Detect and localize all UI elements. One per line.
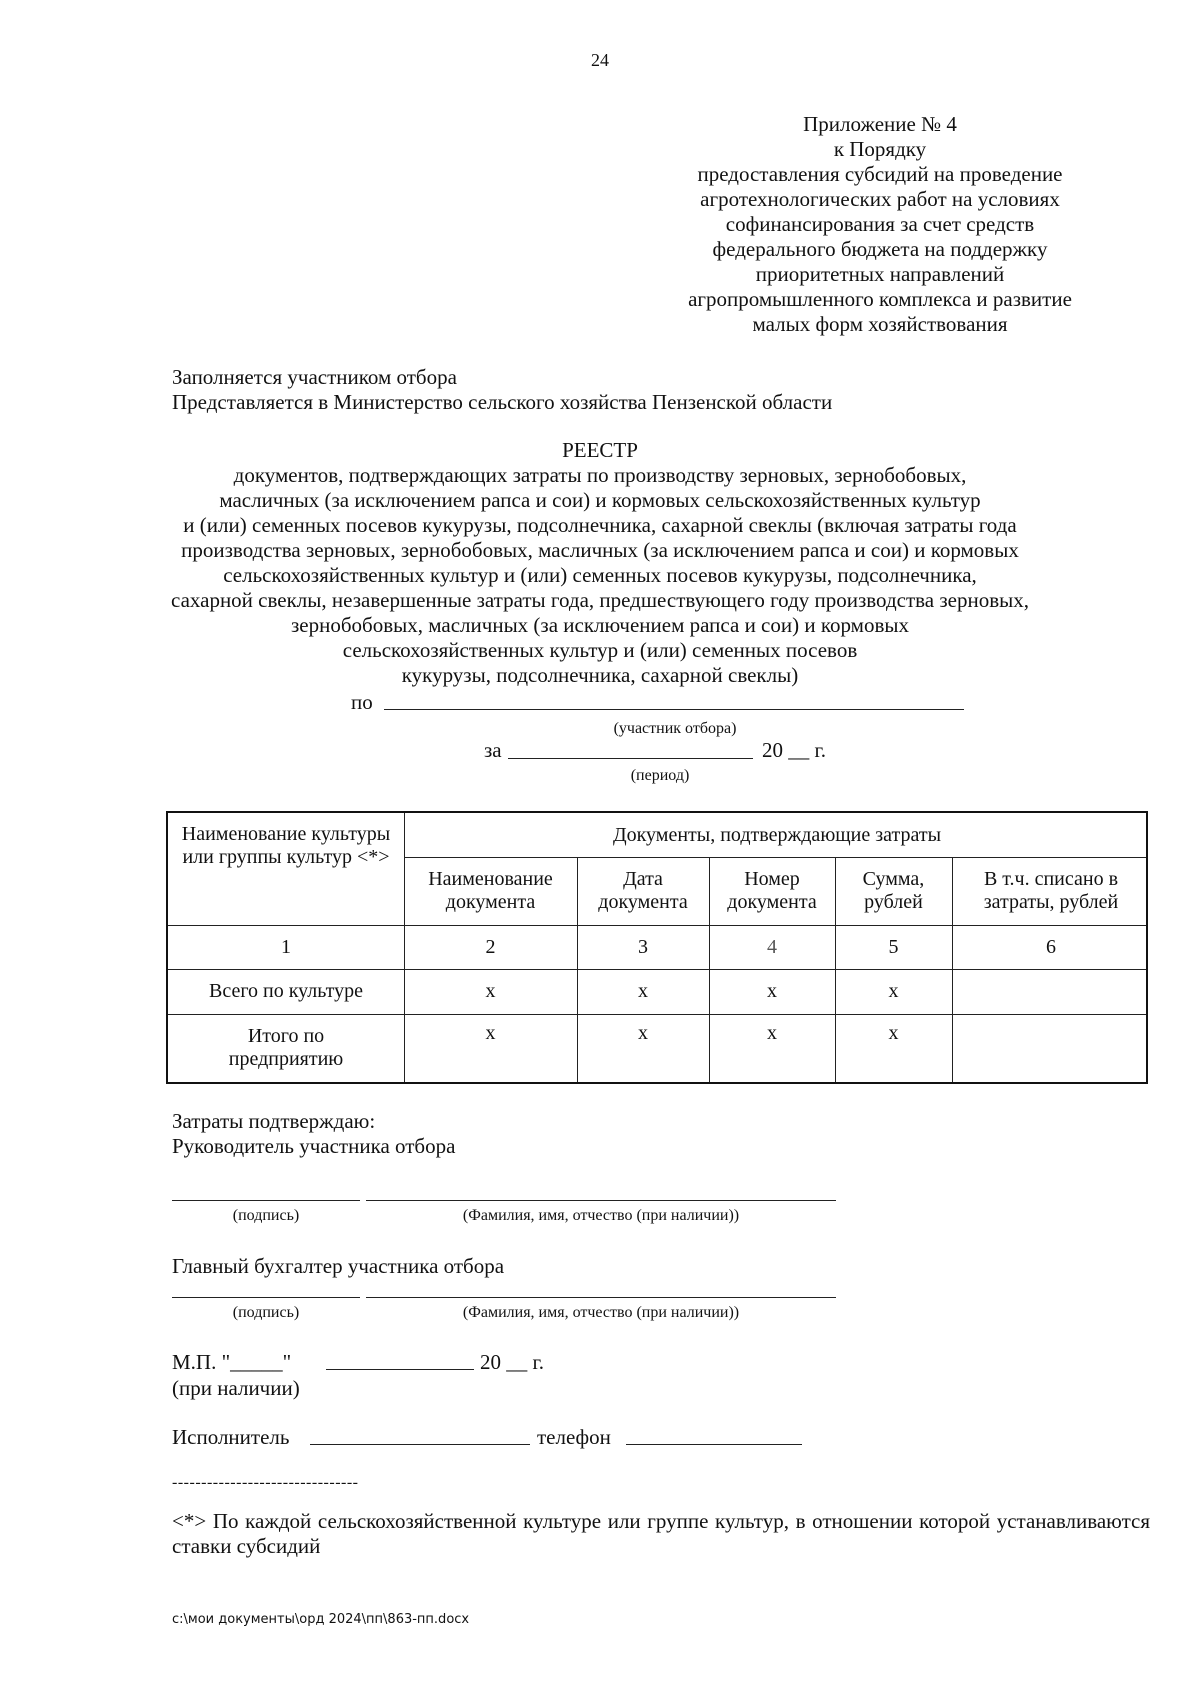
table-cell: х [638,1022,648,1044]
appendix-line: приоритетных направлений [755,262,1005,286]
row-total-crop-label: Всего по культуре [209,980,363,1002]
phone-label: телефон [537,1425,611,1449]
col-number-2: 2 [485,935,496,958]
header-doc-date: Дата документа [598,868,688,913]
za-label: за [484,738,502,762]
header-crop-name: Наименование культуры или группы культур <*> [181,823,391,868]
registry-line: и (или) семенных посевов кукурузы, подсолнечника, сахарной свеклы (включая затраты года [183,513,1017,537]
page-number: 24 [591,50,609,70]
table-cell: х [888,1022,899,1044]
filled-by-note: Заполняется участником отбора [172,365,457,389]
registry-title: РЕЕСТР [562,438,638,462]
footnote-separator: -------------------------------- [172,1474,359,1491]
appendix-line: Приложение № 4 [803,112,957,136]
header-doc-name: Наименование документа [428,868,553,913]
table-cell: х [767,1022,777,1044]
registry-line: масличных (за исключением рапса и сои) и кормовых сельскохозяйственных культур [219,488,981,512]
head-signature-line[interactable] [172,1200,360,1201]
table-cell-input[interactable] [952,1014,1150,1082]
appendix-line: к Порядку [833,137,927,161]
registry-line: кукурузы, подсолнечника, сахарной свеклы) [401,663,799,687]
registry-table [166,811,1148,1084]
col-number-4: 4 [767,935,777,958]
appendix-line: агропромышленного комплекса и развитие [688,287,1072,311]
col-number-6: 6 [1046,935,1056,958]
col-number-1: 1 [281,935,291,958]
registry-line: документов, подтверждающих затраты по производству зерновых, зернобобовых, [233,463,967,487]
row-total-enterprise-label: Итого по предприятию [228,1025,344,1070]
period-caption: (период) [630,767,690,784]
table-cell: х [638,980,648,1002]
stamp-note: (при наличии) [172,1376,300,1400]
head-label: Руководитель участника отбора [172,1134,456,1158]
registry-line: сельскохозяйственных культур и (или) семенных посевов [342,638,858,662]
participant-caption: (участник отбора) [613,720,737,737]
table-cell: х [485,980,496,1002]
stamp-date-line[interactable] [326,1369,474,1370]
registry-line: сахарной свеклы, незавершенные затраты года, предшествующего году производства зерновых, [171,588,1029,612]
appendix-line: федерального бюджета на поддержку [712,237,1048,261]
accountant-label: Главный бухгалтер участника отбора [172,1254,505,1278]
appendix-line: предоставления субсидий на проведение [697,162,1063,186]
appendix-line: малых форм хозяйствования [752,312,1008,336]
signature-caption: (подпись) [232,1207,300,1224]
header-written-off: В т.ч. списано в затраты, рублей [983,868,1119,913]
header-amount: Сумма, рублей [862,868,925,913]
participant-line[interactable] [384,709,964,710]
header-documents-group: Документы, подтверждающие затраты [612,823,942,846]
registry-line: зернобобовых, масличных (за исключением рапса и сои) и кормовых [291,613,909,637]
period-line[interactable] [508,758,753,759]
table-cell-input[interactable] [952,969,1150,1014]
registry-line: производства зерновых, зернобобовых, масличных (за исключением рапса и сои) и кормовых [181,538,1019,562]
registry-title-block [150,438,1050,688]
footer-file-path: c:\мои документы\орд 2024\пп\863-пп.docx [172,1612,470,1627]
table-cell: х [767,980,777,1002]
accountant-signature-line[interactable] [172,1297,360,1298]
name-caption: (Фамилия, имя, отчество (при наличии)) [462,1207,740,1224]
footnote-text: <*> По каждой сельскохозяйственной культуре или группе культур, в отношении которой устанавливаются ставки субсидий [172,1509,1150,1558]
signature-caption: (подпись) [232,1304,300,1321]
phone-line[interactable] [626,1444,802,1445]
registry-line: сельскохозяйственных культур и (или) семенных посевов кукурузы, подсолнечника, [223,563,977,587]
stamp-year: 20 __ г. [480,1350,544,1374]
form-notes [172,365,832,415]
appendix-heading [660,112,1100,337]
period-year: 20 __ г. [762,738,826,762]
appendix-line: агротехнологических работ на условиях [700,187,1060,211]
head-name-line[interactable] [366,1200,836,1201]
submitted-to-note: Представляется в Министерство сельского хозяйства Пензенской области [172,390,833,414]
confirm-label: Затраты подтверждаю: [172,1109,376,1133]
appendix-line: софинансирования за счет средств [725,212,1035,236]
executor-line[interactable] [310,1444,530,1445]
col-number-5: 5 [888,935,899,958]
executor-label: Исполнитель [172,1425,290,1449]
po-label: по [351,690,373,714]
name-caption: (Фамилия, имя, отчество (при наличии)) [462,1304,740,1321]
header-doc-number: Номер документа [727,868,817,913]
accountant-name-line[interactable] [366,1297,836,1298]
table-cell: х [485,1022,496,1044]
col-number-3: 3 [638,935,648,958]
stamp-prefix: М.П. "_____" [172,1350,292,1374]
table-cell: х [888,980,899,1002]
